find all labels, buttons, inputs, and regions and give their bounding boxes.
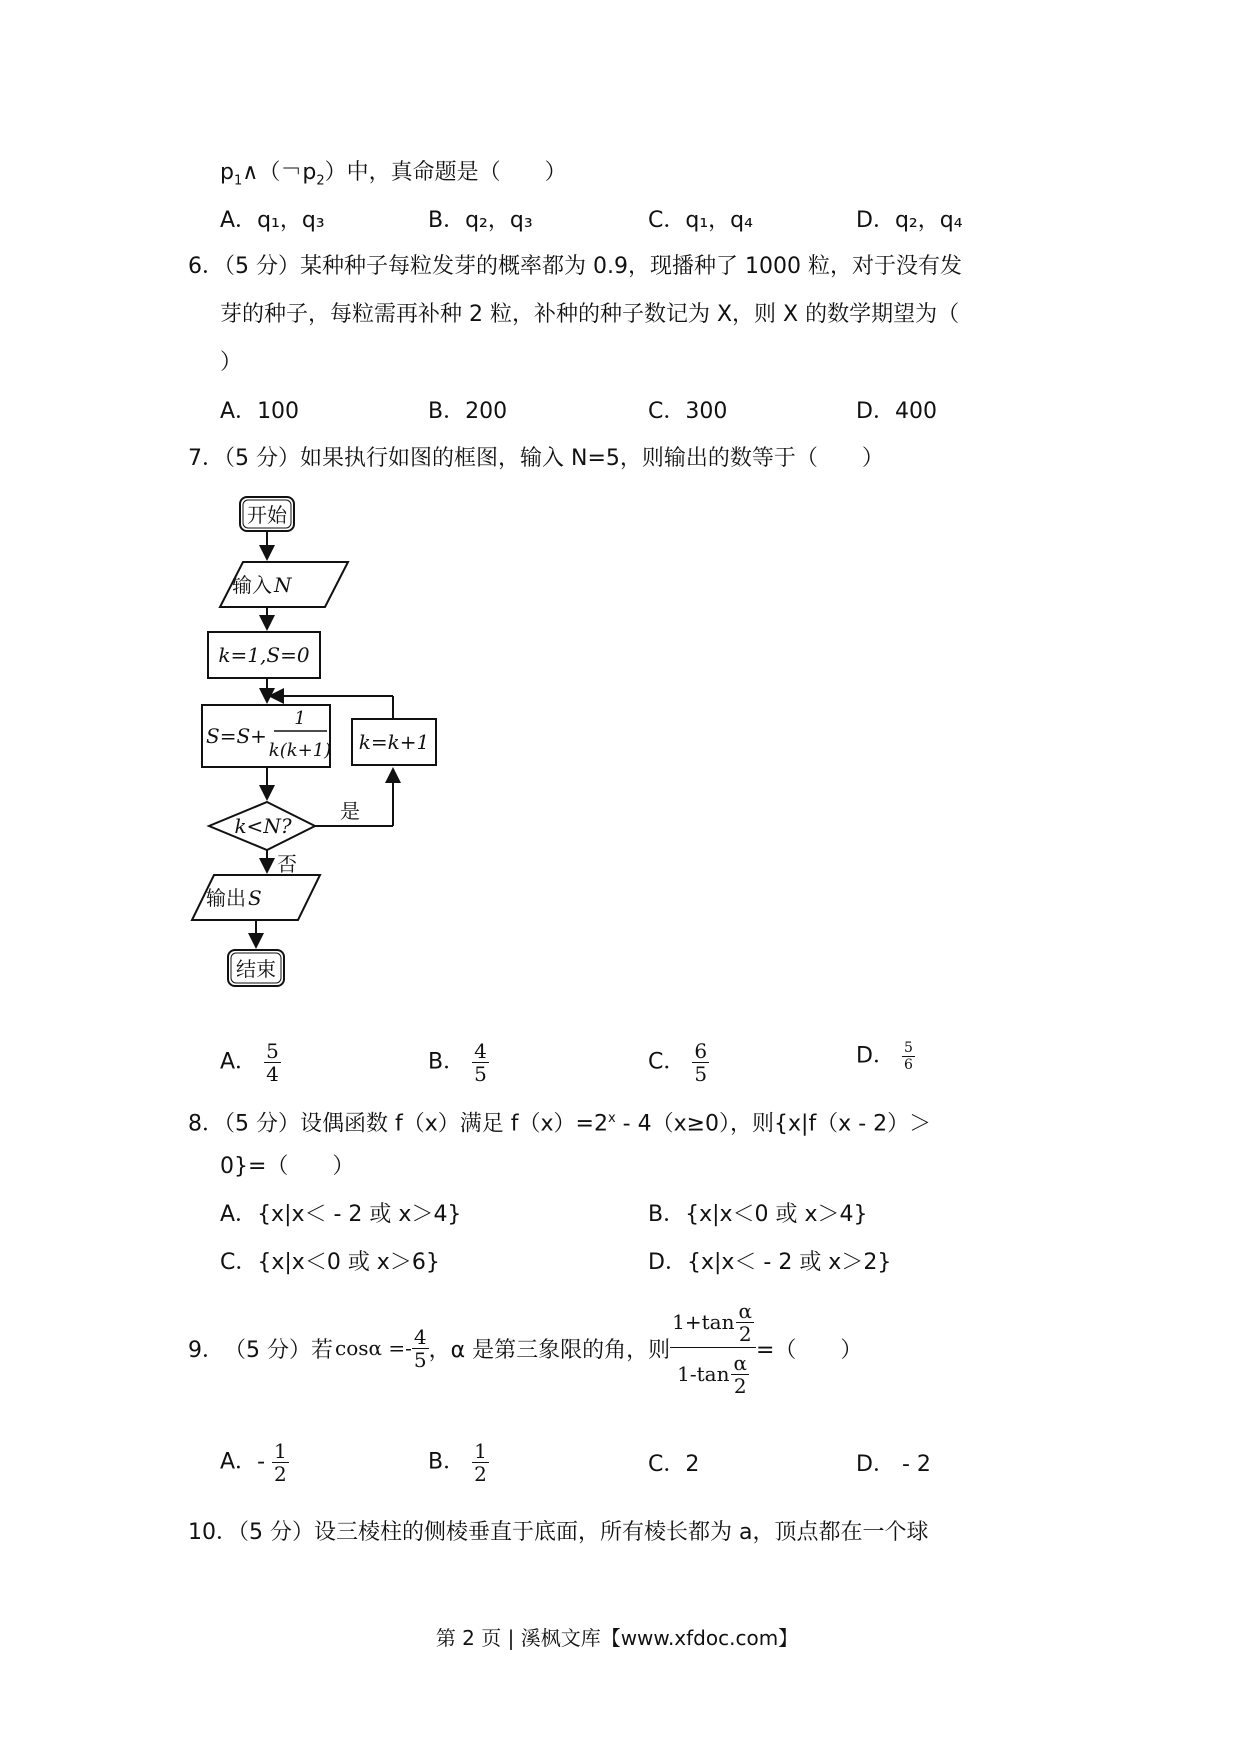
flowchart-init-label: k=1,S=0 [218,643,310,667]
flowchart-assign-left: S=S+ [206,724,267,748]
q6-option-b: B．200 [428,399,508,424]
q7-option-b: B． $\frac{4}{5}$ [428,1039,487,1086]
q6-line-2: 芽的种子，每粒需再补种 2 粒，补种的种子数记为 X，则 X 的数学期望为（ [220,302,960,327]
q7-option-a: A． $\frac{5}{4}$ [220,1039,279,1086]
page-footer: 第 2 页 | 溪枫文库【www.xfdoc.com】 [435,1626,799,1650]
q5-option-d: D．q₂，q₄ [856,208,963,233]
q9-option-a: A．- $\frac{1}{2}$ [220,1439,287,1486]
q7-option-d: D． $\frac{5}{6}$ [856,1040,913,1073]
q8-line-2: 0}=（ ） [220,1154,355,1179]
q9-option-c: C．2 [648,1452,700,1477]
flowchart-no-label: 否 [277,852,297,876]
cos-fraction: $\frac{4}{5}$ [413,1324,427,1372]
q5-option-c: C．q₁，q₄ [648,208,753,233]
q5-option-a: A．q₁，q₃ [220,208,325,233]
question-number: 7． [188,446,224,471]
flowchart-output-var: S [248,886,262,910]
q6-line-3: ） [220,350,243,375]
flowchart-end-label: 结束 [236,957,276,981]
flowchart [190,495,450,995]
q5-option-b: B．q₂，q₃ [428,208,533,233]
flowchart-input-var: N [274,573,292,597]
q10-line-1: 10．（5 分）设三棱柱的侧棱垂直于底面，所有棱长都为 a，顶点都在一个球 [188,1520,929,1545]
question-number: 6． [188,254,224,279]
flowchart-start-label: 开始 [247,503,287,527]
q8-option-d: D．{x|x＜ - 2 或 x＞2} [648,1250,892,1275]
q6-option-a: A．100 [220,399,300,424]
q7-line-1: 7．（5 分）如果执行如图的框图，输入 N=5，则输出的数等于（ ） [188,446,884,471]
flowchart-assign-den: k(k+1) [268,740,332,761]
q8-option-c: C．{x|x＜0 或 x＞6} [220,1250,440,1275]
question-number: 8． [188,1111,224,1137]
flowchart-assign-num: 1 [294,708,306,729]
question-number: 9． [188,1337,224,1363]
q9-option-b: B． $\frac{1}{2}$ [428,1439,487,1486]
q6-option-c: C．300 [648,399,728,424]
q9-option-d: D． - 2 [856,1452,931,1477]
q8-line-1: 8．（5 分）设偶函数 f（x）满足 $f(x)=2^x - 4(x\ge 0)$，则{x|f（x - 2）＞ [188,1111,932,1137]
q7-option-c: C． $\frac{6}{5}$ [648,1039,708,1086]
flowchart-output-label: 输出 [206,886,246,910]
flowchart-increment-label: k=k+1 [358,730,430,754]
tan-fraction: 1+tan $\frac{\alpha}{2}$ 1-tan $\frac{\alpha}{2}$ [670,1300,756,1397]
q8-option-b: B．{x|x＜0 或 x＞4} [648,1202,868,1227]
question-number: 10． [188,1520,238,1545]
q9-line-1: 9． （5 分）若 cosα =- $\frac{4}{5}$ ，α 是第三象限的角，则 1+tan $\frac{\alpha}{2}$ 1-tan $\frac{\alpha}{2}$ =（ ） [188,1298,863,1398]
flowchart-yes-label: 是 [340,799,360,823]
flowchart-input-label: 输入 [232,573,272,597]
flowchart-condition-label: k<N? [234,814,292,838]
q5-tail: $p_1\wedge$（￢$p_2$）中，真命题是（ ） [220,160,567,189]
q6-line-1: 6．（5 分）某种种子每粒发芽的概率都为 0.9，现播种了 1000 粒，对于没有发 [188,254,962,279]
q6-option-d: D．400 [856,399,937,424]
q8-option-a: A．{x|x＜ - 2 或 x＞4} [220,1202,462,1227]
